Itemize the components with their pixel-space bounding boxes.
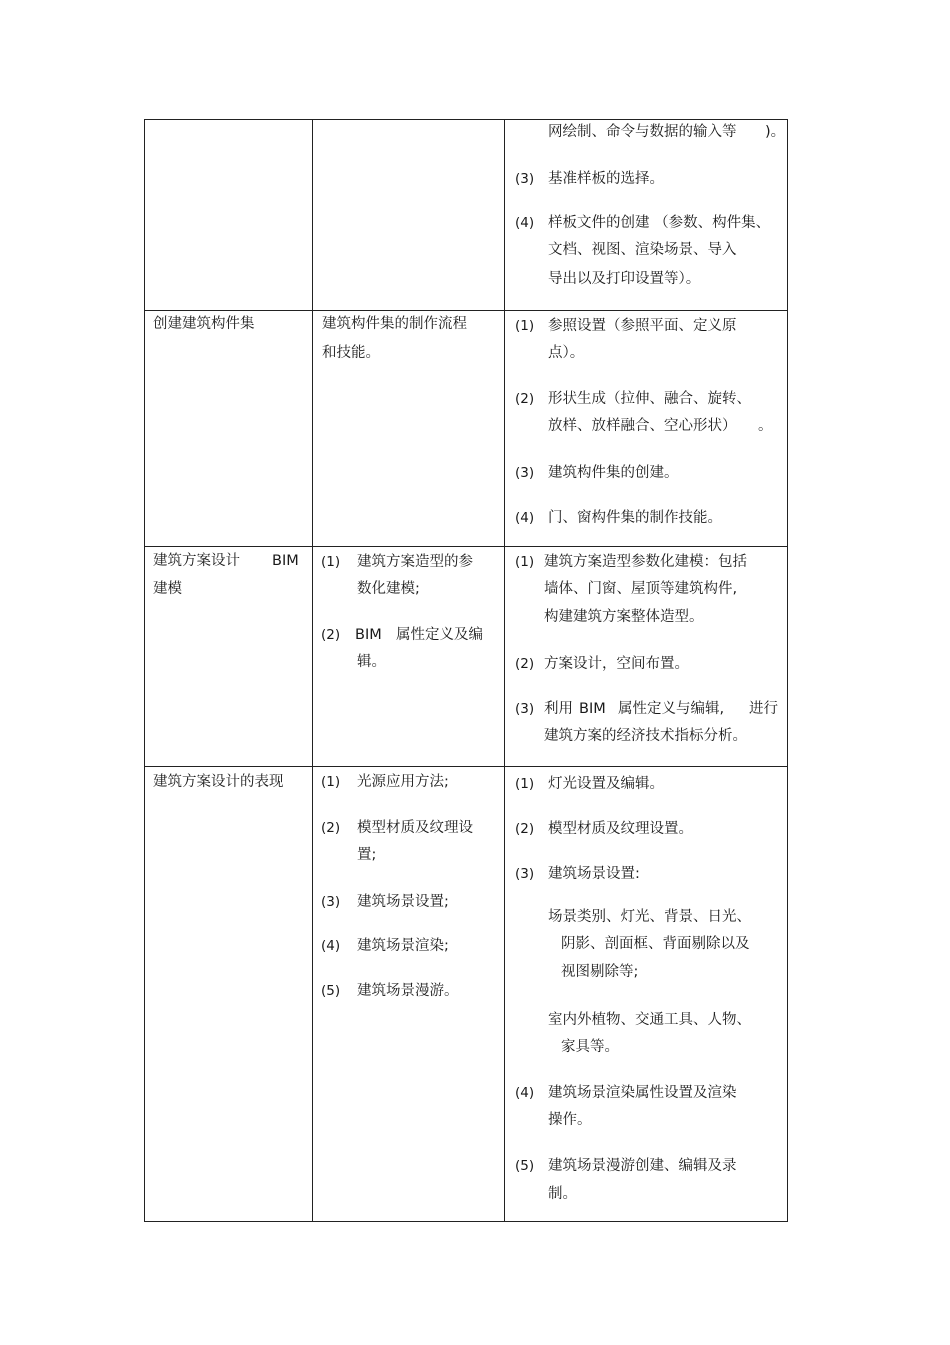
- cell-text: 墙体、门窗、屋顶等建筑构件,: [544, 581, 738, 597]
- item-number: (2): [321, 627, 341, 643]
- cell-text: 建筑方案造型的参: [357, 554, 473, 570]
- item-number: (2): [321, 820, 341, 836]
- cell-text: 网绘制、命令与数据的输入等: [548, 124, 737, 140]
- cell-text: 辑。: [357, 654, 386, 670]
- item-number: (4): [515, 510, 535, 526]
- cell-text: 文档、视图、渲染场景、导入: [548, 242, 737, 258]
- cell-text: 建筑场景渲染;: [357, 938, 449, 954]
- cell-text: 模型材质及纹理设置。: [548, 821, 693, 837]
- cell-text: 灯光设置及编辑。: [548, 776, 664, 792]
- cell-text: 建筑构件集的制作流程: [322, 316, 467, 332]
- item-number: (2): [515, 821, 535, 837]
- item-number: (4): [515, 1085, 535, 1101]
- cell-text: 制。: [548, 1186, 577, 1202]
- cell-text: 阴影、剖面框、背面剔除以及: [561, 936, 750, 952]
- cell-text: 建筑构件集的创建。: [548, 465, 679, 481]
- cell-text: 方案设计，空间布置。: [544, 656, 689, 672]
- item-number: (3): [515, 465, 535, 481]
- cell-text: 视图剔除等;: [561, 964, 639, 980]
- cell-text: 样板文件的创建 （参数、构件集、: [548, 215, 771, 231]
- item-number: (3): [515, 866, 535, 882]
- item-number: (2): [515, 391, 535, 407]
- cell-text: 操作。: [548, 1112, 592, 1128]
- topic-cell: 创建建筑构件集: [153, 316, 255, 332]
- cell-text: 点）。: [548, 345, 585, 361]
- cell-text: 场景类别、灯光、背景、日光、: [548, 909, 751, 925]
- item-number: (1): [321, 774, 341, 790]
- cell-text: 构建建筑方案整体造型。: [544, 609, 704, 625]
- cell-text: BIM: [355, 627, 382, 643]
- row-divider: [144, 766, 788, 767]
- item-number: (4): [515, 215, 535, 231]
- cell-text: 家具等。: [561, 1039, 619, 1055]
- row-divider: [144, 546, 788, 547]
- column-divider: [312, 119, 313, 1222]
- cell-text: 门、窗构件集的制作技能。: [548, 510, 722, 526]
- item-number: (1): [515, 776, 535, 792]
- item-number: (4): [321, 938, 341, 954]
- cell-text: 光源应用方法;: [357, 774, 449, 790]
- column-divider: [504, 119, 505, 1222]
- row-divider: [144, 1221, 788, 1222]
- cell-text: 形状生成（拉伸、融合、旋转、: [548, 391, 751, 407]
- item-number: (1): [515, 554, 535, 570]
- topic-cell: 建模: [153, 581, 182, 597]
- cell-text: 属性定义及编: [396, 627, 483, 643]
- item-number: (1): [321, 554, 341, 570]
- item-number: (3): [515, 701, 535, 717]
- cell-text: 属性定义与编辑,: [618, 701, 725, 717]
- cell-text: 和技能。: [322, 345, 380, 361]
- item-number: (1): [515, 318, 535, 334]
- cell-text: 导出以及打印设置等）。: [548, 271, 701, 287]
- item-number: (5): [321, 983, 341, 999]
- item-number: (3): [515, 171, 535, 187]
- topic-cell: 建筑方案设计的表现: [153, 774, 284, 790]
- cell-text: 利用: [544, 701, 573, 717]
- cell-text: )。: [765, 124, 786, 140]
- item-number: (2): [515, 656, 535, 672]
- cell-text: 放样、放样融合、空心形状）: [548, 418, 737, 434]
- cell-text: 建筑场景设置;: [357, 894, 449, 910]
- cell-text: 建筑场景渲染属性设置及渲染: [548, 1085, 737, 1101]
- cell-text: BIM: [579, 701, 606, 717]
- cell-text: 建筑场景漫游创建、编辑及录: [548, 1158, 737, 1174]
- cell-text: 模型材质及纹理设: [357, 820, 473, 836]
- cell-text: 建筑方案造型参数化建模：包括: [544, 554, 747, 570]
- cell-text: 室内外植物、交通工具、人物、: [548, 1012, 751, 1028]
- column-divider: [144, 119, 145, 1222]
- cell-text: 数化建模;: [357, 581, 420, 597]
- cell-text: 基准样板的选择。: [548, 171, 664, 187]
- topic-cell: BIM: [272, 553, 299, 569]
- cell-text: 。: [758, 418, 773, 434]
- cell-text: 建筑场景漫游。: [357, 983, 459, 999]
- cell-text: 建筑方案的经济技术指标分析。: [544, 728, 747, 744]
- item-number: (5): [515, 1158, 535, 1174]
- cell-text: 参照设置（参照平面、定义原: [548, 318, 737, 334]
- cell-text: 置;: [357, 847, 377, 863]
- item-number: (3): [321, 894, 341, 910]
- topic-cell: 建筑方案设计: [153, 553, 240, 569]
- column-divider: [787, 119, 788, 1222]
- cell-text: 建筑场景设置:: [548, 866, 640, 882]
- cell-text: 进行: [749, 701, 778, 717]
